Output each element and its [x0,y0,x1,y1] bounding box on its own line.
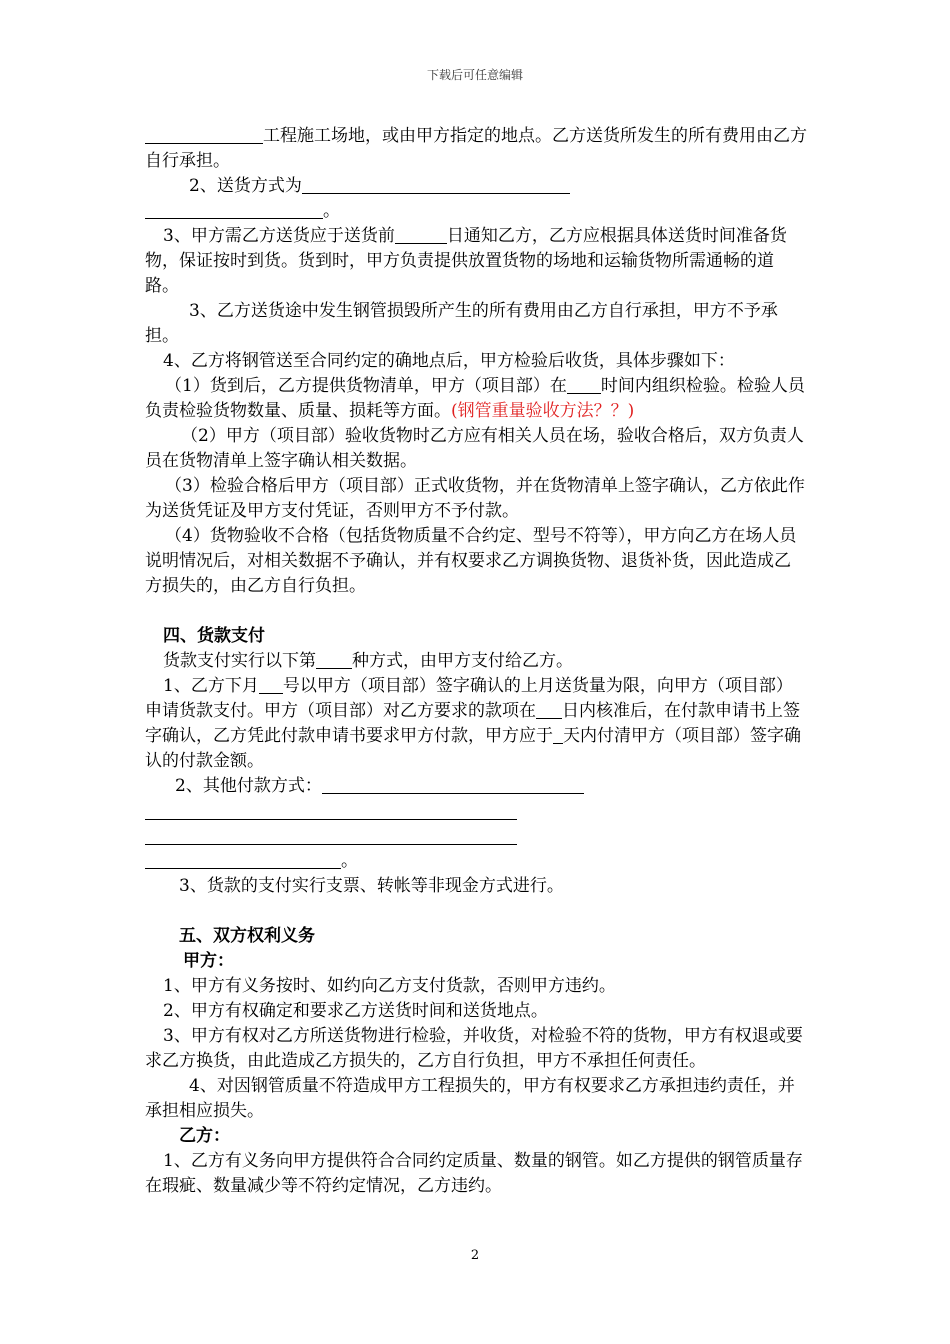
blank-line [145,200,323,219]
paragraph-payment-method: 货款支付实行以下第 种方式，由甲方支付给乙方。 [163,651,573,671]
paragraph-party-a-2: 2、甲方有权确定和要求乙方送货时间和送货地点。 [163,1001,548,1021]
paragraph-step-3: （3）检验合格后甲方（项目部）正式收货物，并在货物清单上签字确认，乙方依此作为送货凭证及甲方支付凭证，否则甲方不予付款。 [145,476,805,521]
paragraph-party-b-1: 1、乙方有义务向甲方提供符合合同约定质量、数量的钢管。如乙方提供的钢管质量存在瑕疵、数量减少等不符约定情况，乙方违约。 [145,1151,803,1196]
blank-line [536,700,562,719]
red-annotation: (钢管重量验收方法？？) [451,401,635,421]
page-number: 2 [470,1248,480,1263]
page-header: 下载后可任意编辑 [426,68,523,82]
blank-line [145,801,517,820]
paragraph-delivery-method: 2、送货方式为 [145,174,807,199]
paragraph-party-a-4: 4、对因钢管质量不符造成甲方工程损失的，甲方有权要求乙方承担违约责任，并承担相应损失。 [145,1076,795,1121]
blank-line [322,775,584,794]
paragraph-damage: 3、乙方送货途中发生钢管损毁所产生的所有费用由乙方自行承担，甲方不予承担。 [145,301,778,346]
section-heading-rights: 五、双方权利义务 [179,926,315,946]
subheading-party-a: 甲方： [183,951,234,971]
blank-line [567,375,601,394]
blank-line [395,225,447,244]
paragraph-step-1: （1）货到后，乙方提供货物清单，甲方（项目部）在 时间内组织检验。检验人员负责检验货物数量、质量、损耗等方面。(钢管重量验收方法？？) [145,376,805,421]
paragraph-payment-other-end: 。 [145,849,807,874]
section-heading-payment: 四、货款支付 [163,626,265,646]
paragraph-delivery-location: 工程施工场地，或由甲方指定的地点。乙方送货所发生的所有费用由乙方自行承担。 [145,126,807,171]
subheading-party-b: 乙方： [179,1126,230,1146]
paragraph-payment-3: 3、货款的支付实行支票、转帐等非现金方式进行。 [179,876,564,896]
blank-line [145,826,517,845]
paragraph-step-4: （4）货物验收不合格（包括货物质量不合约定、型号不符等），甲方向乙方在场人员说明情况后，对相关数据不予确认，并有权要求乙方调换货物、退货补货，因此造成乙方损失的，由乙方自行负担。 [145,526,797,596]
paragraph-step-2: （2）甲方（项目部）验收货物时乙方应有相关人员在场，验收合格后，双方负责人员在货物清单上签字确认相关数据。 [145,426,804,471]
paragraph-inspection: 4、乙方将钢管送至合同约定的确地点后，甲方检验后收货，具体步骤如下： [163,351,735,371]
blank-line [302,175,570,194]
paragraph-delivery-method-cont: 。 [145,199,807,224]
document-body [145,124,807,1199]
paragraph-party-a-3: 3、甲方有权对乙方所送货物进行检验，并收货，对检验不符的货物，甲方有权退或要求乙方换货，由此造成乙方损失的，乙方自行负担，甲方不承担任何责任。 [145,1026,803,1071]
paragraph-payment-other: 2、其他付款方式： [145,774,807,799]
blank-line [553,725,563,744]
blank-line [145,850,341,869]
blank-line [259,675,283,694]
blank-line [316,650,352,669]
paragraph-notice: 3、甲方需乙方送货应于送货前 日通知乙方，乙方应根据具体送货时间准备货物，保证按时到货。货到时，甲方负责提供放置货物的场地和运输货物所需通畅的道路。 [145,226,787,296]
blank-line [145,125,263,144]
paragraph-party-a-1: 1、甲方有义务按时、如约向乙方支付货款，否则甲方违约。 [163,976,616,996]
paragraph-payment-1: 1、乙方下月 号以甲方（项目部）签字确认的上月送货量为限，向甲方（项目部）申请货款支付。甲方（项目部）对乙方要求的款项在 日内核准后，在付款申请书上签字确认，乙方凭此付款申请书要求甲方付款，甲方应于 天内付清甲方（项目部）签字确认的付款金额。 [145,676,801,771]
